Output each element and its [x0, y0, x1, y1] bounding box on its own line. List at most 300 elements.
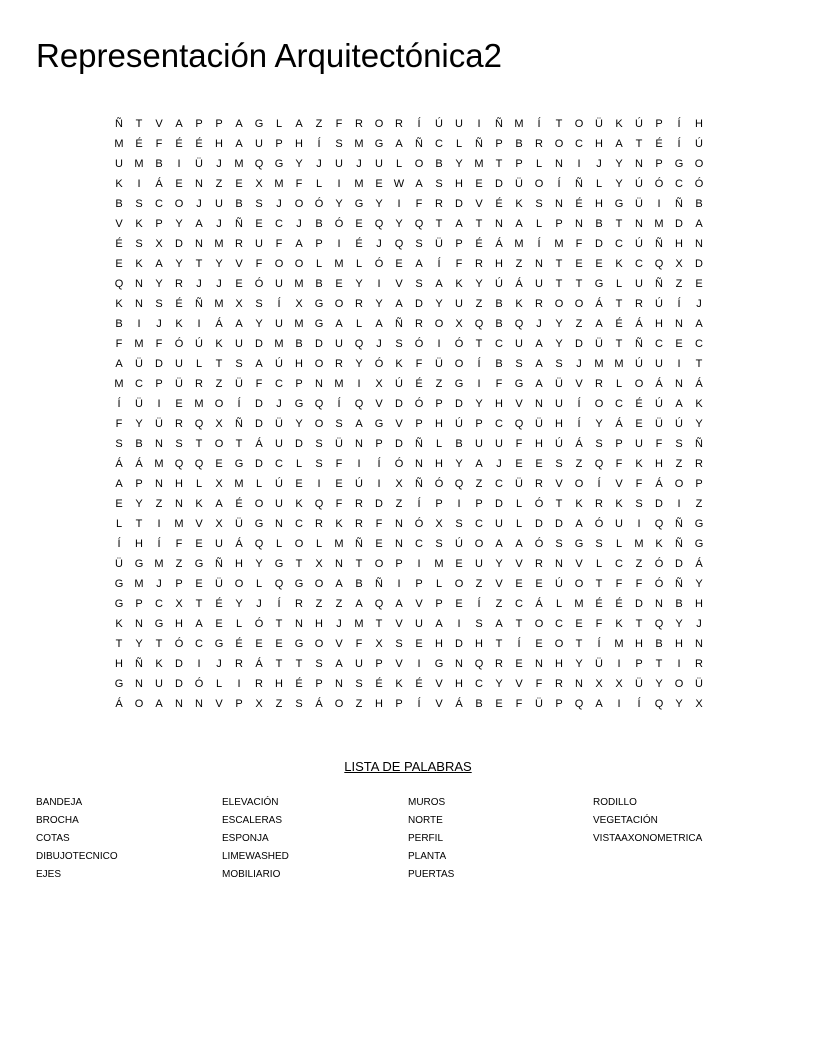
grid-letter: G: [674, 158, 684, 170]
grid-letter: C: [135, 378, 143, 390]
grid-letter: Z: [395, 498, 403, 510]
grid-letter: K: [115, 618, 123, 630]
grid-letter: D: [395, 438, 403, 450]
grid-letter: Z: [515, 258, 523, 270]
grid-letter: M: [334, 378, 344, 390]
grid-letter: C: [155, 198, 163, 210]
grid-letter: Á: [135, 458, 143, 470]
grid-letter: X: [435, 518, 443, 530]
grid-letter: Y: [135, 498, 143, 510]
grid-letter: J: [196, 278, 202, 290]
grid-letter: A: [495, 538, 503, 550]
grid-letter: Ñ: [655, 278, 663, 290]
grid-letter: T: [555, 258, 563, 270]
word-list-column: [36, 794, 118, 884]
grid-letter: T: [495, 158, 503, 170]
grid-letter: N: [155, 478, 163, 490]
grid-letter: V: [395, 618, 403, 630]
grid-letter: Y: [495, 678, 503, 690]
grid-letter: C: [615, 558, 623, 570]
grid-letter: P: [695, 478, 703, 490]
grid-letter: O: [534, 618, 544, 630]
grid-letter: Ñ: [575, 178, 583, 190]
grid-letter: Í: [637, 698, 641, 710]
grid-letter: Z: [275, 698, 283, 710]
grid-letter: M: [434, 558, 444, 570]
grid-letter: Í: [517, 638, 521, 650]
grid-letter: S: [355, 678, 363, 690]
grid-letter: U: [275, 438, 283, 450]
grid-letter: T: [635, 618, 643, 630]
grid-letter: Í: [477, 358, 481, 370]
grid-letter: Z: [215, 178, 223, 190]
grid-letter: U: [475, 558, 483, 570]
grid-letter: A: [415, 178, 423, 190]
grid-letter: Á: [635, 318, 643, 330]
grid-letter: U: [635, 438, 643, 450]
grid-letter: Y: [295, 418, 303, 430]
grid-letter: T: [295, 658, 303, 670]
grid-letter: Ú: [275, 358, 283, 370]
grid-letter: H: [435, 418, 443, 430]
grid-letter: F: [175, 538, 183, 550]
grid-row: [109, 474, 709, 494]
grid-letter: Ü: [595, 338, 603, 350]
grid-letter: R: [335, 358, 343, 370]
grid-letter: S: [515, 358, 523, 370]
grid-letter: E: [495, 698, 503, 710]
grid-letter: F: [455, 258, 463, 270]
grid-letter: S: [315, 458, 323, 470]
grid-letter: T: [555, 278, 563, 290]
grid-letter: M: [474, 158, 484, 170]
grid-letter: E: [535, 578, 543, 590]
grid-letter: O: [554, 138, 564, 150]
grid-letter: V: [435, 698, 443, 710]
grid-letter: J: [276, 198, 282, 210]
grid-letter: O: [414, 158, 424, 170]
grid-letter: R: [695, 658, 703, 670]
grid-letter: B: [595, 218, 603, 230]
grid-letter: J: [376, 238, 382, 250]
grid-letter: X: [455, 318, 463, 330]
grid-letter: E: [195, 538, 203, 550]
grid-letter: G: [154, 618, 164, 630]
grid-letter: É: [135, 138, 143, 150]
grid-letter: Y: [615, 178, 623, 190]
grid-letter: G: [114, 678, 124, 690]
grid-letter: H: [475, 638, 483, 650]
grid-letter: Ñ: [215, 558, 223, 570]
grid-letter: H: [495, 398, 503, 410]
grid-letter: Í: [277, 298, 281, 310]
grid-letter: P: [415, 418, 423, 430]
grid-letter: N: [135, 678, 143, 690]
grid-letter: D: [395, 398, 403, 410]
word-list-item: BANDEJA: [36, 797, 83, 808]
grid-letter: Ó: [414, 518, 424, 530]
grid-letter: Q: [114, 278, 124, 290]
grid-letter: A: [695, 318, 703, 330]
grid-letter: P: [655, 118, 663, 130]
grid-letter: Y: [255, 558, 263, 570]
grid-letter: Y: [135, 638, 143, 650]
grid-letter: A: [295, 238, 303, 250]
grid-letter: Y: [295, 158, 303, 170]
grid-letter: O: [454, 358, 464, 370]
grid-letter: R: [355, 518, 363, 530]
grid-letter: L: [535, 218, 543, 230]
grid-letter: J: [316, 158, 322, 170]
word-list-item: DIBUJOTECNICO: [36, 851, 118, 862]
grid-letter: P: [515, 158, 523, 170]
grid-letter: Ñ: [395, 318, 403, 330]
grid-letter: N: [195, 238, 203, 250]
grid-letter: D: [675, 218, 683, 230]
grid-letter: R: [695, 458, 703, 470]
grid-letter: M: [294, 278, 304, 290]
grid-letter: Ü: [695, 678, 703, 690]
grid-letter: P: [555, 698, 563, 710]
grid-letter: S: [555, 458, 563, 470]
grid-letter: I: [457, 618, 461, 630]
grid-letter: R: [175, 418, 183, 430]
grid-letter: H: [555, 418, 563, 430]
grid-letter: Á: [615, 418, 623, 430]
grid-letter: I: [377, 478, 381, 490]
grid-letter: Ñ: [135, 658, 143, 670]
grid-letter: O: [314, 418, 324, 430]
grid-letter: E: [215, 618, 223, 630]
grid-letter: S: [635, 498, 643, 510]
grid-letter: Q: [514, 318, 524, 330]
grid-letter: C: [495, 338, 503, 350]
grid-letter: Y: [675, 698, 683, 710]
grid-letter: M: [154, 558, 164, 570]
grid-letter: N: [635, 218, 643, 230]
grid-letter: N: [295, 618, 303, 630]
grid-letter: U: [175, 358, 183, 370]
grid-letter: M: [134, 338, 144, 350]
grid-letter: I: [417, 658, 421, 670]
grid-letter: C: [615, 398, 623, 410]
grid-letter: Y: [355, 358, 363, 370]
grid-row: [109, 654, 709, 674]
grid-letter: Ü: [555, 378, 563, 390]
grid-letter: N: [455, 658, 463, 670]
grid-letter: K: [575, 498, 583, 510]
grid-letter: Ú: [635, 118, 643, 130]
grid-letter: Í: [597, 478, 601, 490]
grid-letter: O: [594, 398, 604, 410]
grid-letter: I: [417, 558, 421, 570]
word-list-item: MUROS: [408, 797, 446, 808]
grid-letter: T: [155, 638, 163, 650]
grid-letter: Í: [437, 258, 441, 270]
grid-letter: I: [137, 318, 141, 330]
grid-letter: Z: [675, 458, 683, 470]
grid-letter: A: [375, 318, 383, 330]
grid-row: [109, 534, 709, 554]
grid-letter: K: [295, 498, 303, 510]
grid-letter: I: [157, 518, 161, 530]
grid-letter: I: [237, 678, 241, 690]
grid-letter: J: [336, 618, 342, 630]
grid-letter: F: [115, 338, 123, 350]
grid-letter: R: [635, 298, 643, 310]
grid-letter: P: [135, 478, 143, 490]
grid-letter: I: [337, 238, 341, 250]
grid-letter: A: [515, 218, 523, 230]
grid-letter: D: [175, 238, 183, 250]
grid-letter: C: [275, 378, 283, 390]
grid-letter: G: [274, 558, 284, 570]
grid-letter: S: [315, 438, 323, 450]
grid-letter: E: [295, 478, 303, 490]
grid-letter: C: [515, 598, 523, 610]
grid-letter: Q: [314, 398, 324, 410]
grid-letter: Ü: [235, 378, 243, 390]
grid-letter: Y: [675, 618, 683, 630]
grid-letter: I: [137, 178, 141, 190]
grid-letter: L: [215, 678, 223, 690]
grid-letter: F: [515, 698, 523, 710]
grid-letter: Q: [474, 658, 484, 670]
grid-letter: I: [397, 198, 401, 210]
grid-letter: Z: [215, 378, 223, 390]
grid-letter: X: [315, 558, 323, 570]
grid-letter: J: [536, 318, 542, 330]
grid-letter: J: [356, 158, 362, 170]
grid-letter: C: [415, 538, 423, 550]
grid-letter: Y: [495, 558, 503, 570]
grid-letter: B: [435, 158, 443, 170]
grid-letter: K: [695, 398, 703, 410]
grid-letter: E: [255, 638, 263, 650]
grid-letter: H: [295, 138, 303, 150]
grid-letter: O: [314, 578, 324, 590]
grid-letter: Y: [695, 418, 703, 430]
grid-letter: F: [335, 458, 343, 470]
grid-letter: L: [615, 538, 623, 550]
grid-letter: Y: [455, 158, 463, 170]
grid-letter: Ü: [135, 398, 143, 410]
grid-letter: Ü: [435, 238, 443, 250]
grid-letter: C: [695, 338, 703, 350]
grid-letter: R: [535, 558, 543, 570]
grid-letter: A: [215, 498, 223, 510]
grid-letter: L: [195, 478, 203, 490]
grid-letter: J: [296, 218, 302, 230]
word-list-item: ESCALERAS: [222, 815, 283, 826]
grid-letter: C: [435, 138, 443, 150]
grid-letter: H: [655, 318, 663, 330]
grid-letter: Ú: [195, 338, 203, 350]
grid-letter: P: [635, 658, 643, 670]
grid-letter: E: [175, 398, 183, 410]
grid-letter: Ñ: [695, 438, 703, 450]
grid-letter: A: [335, 658, 343, 670]
grid-letter: S: [335, 138, 343, 150]
grid-letter: K: [615, 258, 623, 270]
grid-letter: Q: [474, 318, 484, 330]
grid-letter: G: [374, 138, 384, 150]
grid-letter: I: [617, 698, 621, 710]
grid-letter: K: [455, 278, 463, 290]
grid-letter: Í: [477, 598, 481, 610]
grid-letter: J: [596, 158, 602, 170]
grid-letter: D: [495, 178, 503, 190]
grid-letter: E: [235, 278, 243, 290]
grid-letter: M: [174, 518, 184, 530]
grid-row: [109, 374, 709, 394]
grid-letter: Ú: [495, 278, 503, 290]
word-list-item: VEGETACIÓN: [593, 815, 658, 826]
grid-letter: D: [315, 338, 323, 350]
grid-letter: G: [374, 418, 384, 430]
grid-letter: X: [255, 178, 263, 190]
grid-letter: I: [357, 458, 361, 470]
grid-letter: Ú: [455, 418, 463, 430]
grid-letter: H: [635, 638, 643, 650]
grid-letter: U: [335, 338, 343, 350]
grid-letter: Á: [315, 698, 323, 710]
grid-letter: U: [475, 438, 483, 450]
grid-row: [109, 674, 709, 694]
grid-letter: Y: [215, 258, 223, 270]
grid-letter: K: [635, 458, 643, 470]
grid-letter: S: [595, 538, 603, 550]
grid-letter: Ü: [595, 118, 603, 130]
grid-letter: I: [197, 318, 201, 330]
grid-row: [109, 554, 709, 574]
grid-letter: Q: [194, 418, 204, 430]
grid-letter: K: [655, 538, 663, 550]
grid-letter: F: [155, 138, 163, 150]
grid-letter: Ó: [374, 358, 384, 370]
grid-letter: Í: [557, 178, 561, 190]
grid-letter: É: [215, 598, 223, 610]
grid-letter: M: [554, 238, 564, 250]
grid-letter: F: [255, 378, 263, 390]
grid-letter: G: [594, 278, 604, 290]
grid-letter: Ú: [655, 398, 663, 410]
grid-letter: K: [335, 518, 343, 530]
grid-letter: L: [435, 438, 443, 450]
grid-letter: P: [435, 398, 443, 410]
grid-letter: I: [377, 278, 381, 290]
grid-letter: I: [637, 518, 641, 530]
grid-letter: A: [355, 418, 363, 430]
grid-letter: Á: [535, 598, 543, 610]
grid-letter: F: [155, 338, 163, 350]
grid-letter: Y: [375, 198, 383, 210]
grid-letter: Ü: [175, 378, 183, 390]
grid-row: [109, 434, 709, 454]
grid-letter: J: [216, 158, 222, 170]
word-list-item: EJES: [36, 869, 62, 880]
grid-letter: S: [595, 438, 603, 450]
grid-letter: F: [415, 358, 423, 370]
grid-letter: H: [495, 258, 503, 270]
grid-letter: D: [495, 498, 503, 510]
word-list-item: BROCHA: [36, 815, 79, 826]
grid-letter: X: [255, 698, 263, 710]
grid-letter: X: [215, 518, 223, 530]
grid-letter: Ü: [115, 558, 123, 570]
grid-letter: F: [615, 458, 623, 470]
grid-letter: N: [155, 438, 163, 450]
grid-letter: L: [315, 538, 323, 550]
grid-letter: Á: [695, 558, 703, 570]
grid-letter: C: [475, 518, 483, 530]
grid-letter: F: [615, 578, 623, 590]
grid-letter: G: [134, 558, 144, 570]
grid-letter: E: [115, 258, 123, 270]
grid-letter: P: [275, 138, 283, 150]
grid-letter: E: [255, 218, 263, 230]
grid-letter: E: [395, 258, 403, 270]
grid-letter: T: [195, 598, 203, 610]
grid-letter: G: [254, 118, 264, 130]
grid-letter: R: [535, 478, 543, 490]
grid-letter: O: [334, 698, 344, 710]
grid-letter: M: [514, 118, 524, 130]
grid-letter: I: [677, 358, 681, 370]
grid-letter: Q: [194, 458, 204, 470]
grid-letter: Í: [597, 638, 601, 650]
grid-letter: É: [415, 378, 423, 390]
grid-letter: O: [294, 198, 304, 210]
grid-letter: J: [276, 398, 282, 410]
grid-letter: P: [315, 678, 323, 690]
grid-letter: L: [235, 618, 243, 630]
grid-letter: S: [155, 298, 163, 310]
grid-letter: A: [595, 698, 603, 710]
grid-letter: F: [295, 178, 303, 190]
grid-letter: Í: [377, 458, 381, 470]
grid-letter: D: [295, 438, 303, 450]
grid-letter: N: [175, 698, 183, 710]
grid-letter: Z: [695, 498, 703, 510]
grid-letter: T: [475, 338, 483, 350]
grid-letter: A: [235, 138, 243, 150]
grid-letter: Q: [514, 418, 524, 430]
grid-letter: N: [195, 698, 203, 710]
grid-letter: U: [415, 618, 423, 630]
grid-letter: X: [215, 478, 223, 490]
grid-letter: A: [295, 118, 303, 130]
grid-letter: Ü: [535, 698, 543, 710]
grid-letter: P: [295, 378, 303, 390]
grid-letter: P: [495, 138, 503, 150]
word-list-column: [408, 794, 454, 884]
grid-letter: U: [275, 278, 283, 290]
grid-letter: D: [535, 518, 543, 530]
grid-letter: G: [694, 518, 704, 530]
grid-letter: N: [175, 498, 183, 510]
grid-letter: I: [357, 378, 361, 390]
grid-letter: N: [135, 298, 143, 310]
grid-letter: Ü: [515, 178, 523, 190]
grid-letter: O: [454, 578, 464, 590]
grid-letter: X: [295, 298, 303, 310]
grid-letter: T: [275, 618, 283, 630]
grid-letter: R: [175, 278, 183, 290]
grid-letter: R: [195, 378, 203, 390]
grid-letter: K: [515, 298, 523, 310]
grid-row: [109, 494, 709, 514]
